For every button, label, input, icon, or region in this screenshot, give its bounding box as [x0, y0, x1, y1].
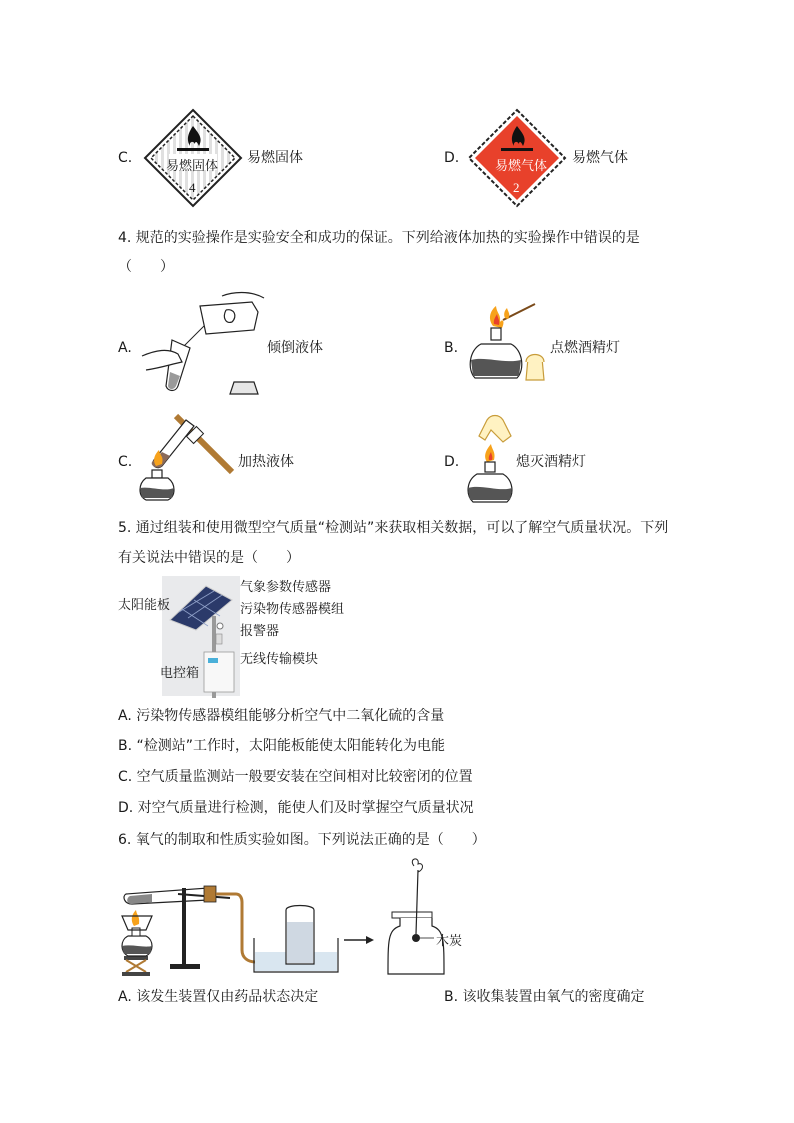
- alarm-label: 报警器: [240, 624, 280, 639]
- q5-option-d: D. 对空气质量进行检测，能使人们及时掌握空气质量状况: [118, 800, 474, 816]
- flammable-solid-sign-number: 4: [189, 180, 196, 195]
- q5-option-b: B. “检测站”工作时，太阳能板能使太阳能转化为电能: [118, 738, 446, 754]
- q5-stem-line1: 5. 通过组装和使用微型空气质量“检测站”来获取相关数据，可以了解空气质量状况。下列: [118, 520, 669, 536]
- lighting-alcohol-lamp-figure: [465, 300, 550, 390]
- q6-option-b: B. 该收集装置由氧气的密度确定: [444, 989, 645, 1005]
- charcoal-label: 木炭: [436, 934, 463, 949]
- q3-option-c-label: 易燃固体: [247, 150, 303, 166]
- station-pole-and-box: [202, 616, 242, 698]
- flammable-gas-sign-text: 易燃气体: [495, 159, 548, 174]
- q4-option-b-letter: B.: [444, 340, 459, 356]
- q5-stem-line2: 有关说法中错误的是（ ）: [118, 550, 300, 566]
- solar-panel-label: 太阳能板: [118, 598, 171, 613]
- control-box-label: 电控箱: [160, 666, 200, 681]
- flammable-solid-sign-text: 易燃固体: [166, 159, 219, 174]
- q5-option-c: C. 空气质量监测站一般要安装在空间相对比较密闭的位置: [118, 769, 473, 785]
- oxygen-preparation-apparatus-figure: [118, 860, 468, 978]
- q4-stem-line1: 4. 规范的实验操作是实验安全和成功的保证。下列给液体加热的实验操作中错误的是: [118, 230, 640, 246]
- q4-option-d-letter: D.: [444, 454, 460, 470]
- pouring-liquid-figure: [142, 290, 267, 400]
- q4-option-b-label: 点燃酒精灯: [550, 340, 620, 356]
- pollutant-sensor-label: 污染物传感器模组: [240, 602, 345, 617]
- q3-option-d-label: 易燃气体: [572, 150, 628, 166]
- q4-option-c-label: 加热液体: [238, 454, 294, 470]
- q3-option-d-letter: D.: [444, 150, 460, 166]
- q6-stem: 6. 氧气的制取和性质实验如图。下列说法正确的是（ ）: [118, 832, 486, 848]
- q4-option-d-label: 熄灭酒精灯: [516, 454, 586, 470]
- q3-option-c-letter: C.: [118, 150, 133, 166]
- q6-option-a: A. 该发生装置仅由药品状态决定: [118, 989, 319, 1005]
- q4-option-a-letter: A.: [118, 340, 132, 356]
- q4-stem-line2: （ ）: [118, 259, 174, 275]
- flammable-gas-sign-number: 2: [513, 180, 520, 195]
- heating-liquid-figure: [140, 412, 235, 504]
- q4-option-c-letter: C.: [118, 454, 133, 470]
- q4-option-a-label: 倾倒液体: [267, 340, 323, 356]
- q5-option-a: A. 污染物传感器模组能够分析空气中二氧化硫的含量: [118, 708, 445, 724]
- air-monitoring-station-figure: [118, 576, 358, 698]
- weather-sensor-label: 气象参数传感器: [240, 580, 332, 595]
- wireless-module-label: 无线传输模块: [240, 652, 319, 667]
